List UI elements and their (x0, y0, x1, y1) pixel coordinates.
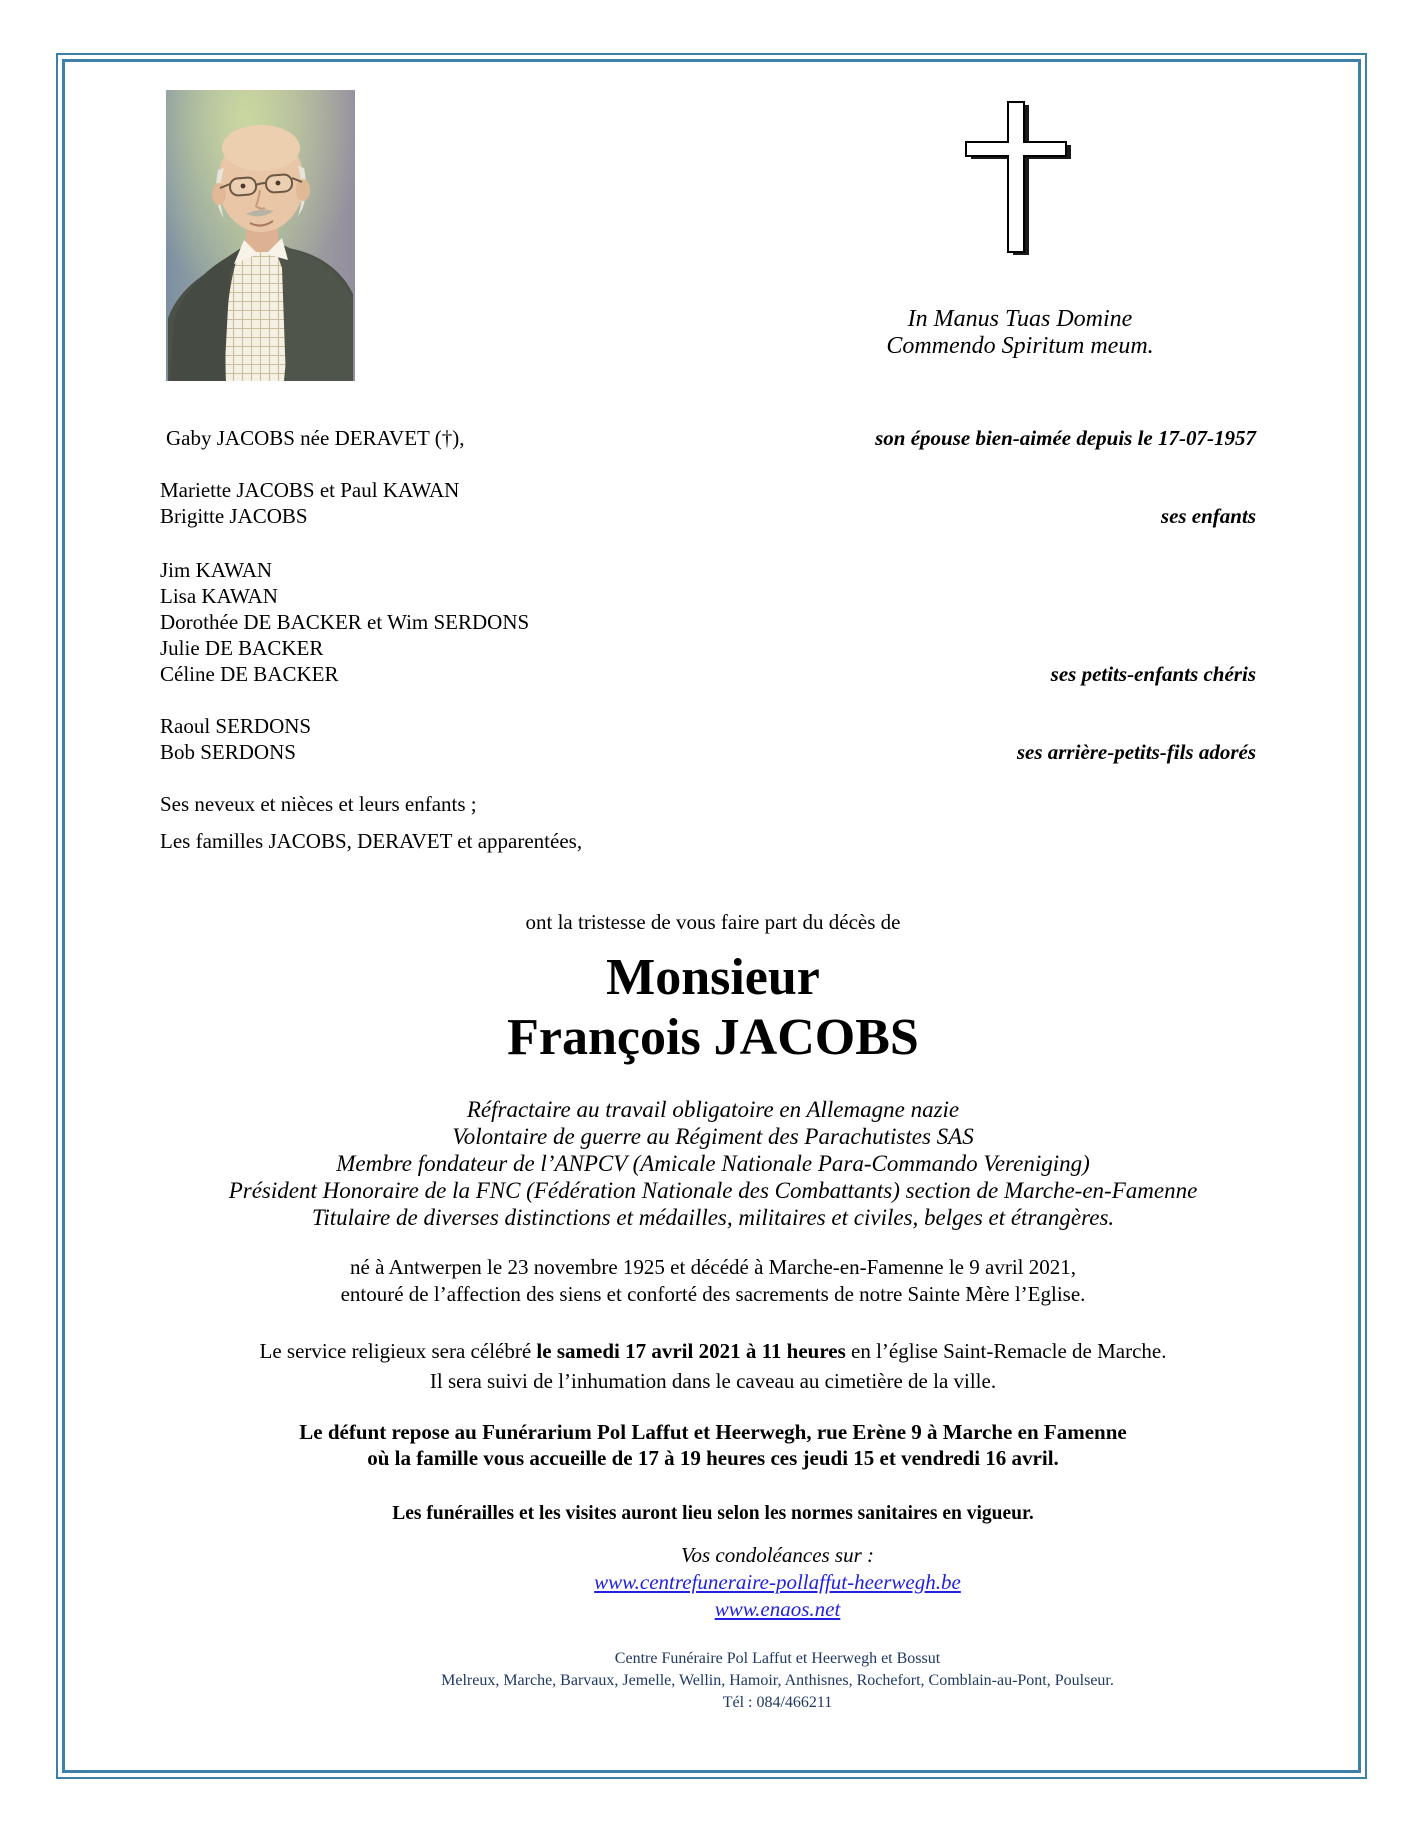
family-member: Bob SERDONS (160, 740, 296, 764)
repose-line1: Le défunt repose au Funérarium Pol Laffut et Heerwegh, rue Erène 9 à Marche en Famenne (299, 1420, 1127, 1444)
repose-line2: où la famille vous accueille de 17 à 19 heures ces jeudi 15 et vendredi 16 avril. (367, 1446, 1059, 1470)
repose-info (68, 1419, 1358, 1471)
family-role: ses arrière-petits-fils adorés (1016, 740, 1256, 764)
family-row (160, 477, 1256, 503)
family-row (160, 609, 1256, 635)
bio-line: Volontaire de guerre au Régiment des Parachutistes SAS (452, 1124, 974, 1149)
epigraph-line2: Commendo Spiritum meum. (886, 333, 1154, 359)
service-line1 (68, 1336, 1358, 1366)
family-member: Céline DE BACKER (160, 662, 339, 686)
portrait-photo (166, 90, 355, 381)
condolences-link-funeraire[interactable]: www.centrefuneraire-pollaffut-heerwegh.be (594, 1570, 961, 1594)
footer-phone: Tél : 084/466211 (722, 1694, 833, 1711)
family-member: Brigitte JACOBS (160, 504, 308, 528)
footer-company: Centre Funéraire Pol Laffut et Heerwegh et Bossut (614, 1650, 941, 1667)
cross-icon (962, 101, 1074, 268)
family-row (160, 583, 1256, 609)
service-pre: Le service religieux sera célébré (259, 1339, 537, 1363)
family-row (160, 425, 1256, 451)
family-row (160, 739, 1256, 765)
epigraph-line1: In Manus Tuas Domine (907, 306, 1133, 332)
family-member: Raoul SERDONS (160, 714, 312, 738)
title-monsieur: Monsieur (606, 949, 820, 1006)
title-name: François JACOBS (507, 1009, 919, 1066)
bio-line: Président Honoraire de la FNC (Fédération Nationale des Combattants) section de Marche-en-Famenne (228, 1178, 1198, 1203)
announcement-intro: ont la tristesse de vous faire part du décès de (525, 910, 901, 934)
life-line2: entouré de l’affection des siens et conforté des sacrements de notre Sainte Mère l’Eglise. (340, 1282, 1086, 1306)
family-row (160, 713, 1256, 739)
bio-line: Membre fondateur de l’ANPCV (Amicale Nationale Para-Commando Vereniging) (336, 1151, 1090, 1176)
condolences (198, 1542, 1357, 1623)
family-member: Lisa KAWAN (160, 584, 278, 608)
family-row (160, 661, 1256, 687)
portrait-illustration (166, 90, 355, 381)
family-list (160, 425, 1256, 854)
funeral-home-footer (198, 1648, 1357, 1714)
family-closing-nephews: Ses neveux et nièces et leurs enfants ; (160, 792, 477, 816)
service-post: en l’église Saint-Remacle de Marche. (845, 1339, 1167, 1363)
biography (68, 1096, 1358, 1231)
condolences-link-enaos[interactable]: www.enaos.net (714, 1597, 841, 1621)
bio-line: Titulaire de diverses distinctions et médailles, militaires et civiles, belges et étrangères. (311, 1205, 1115, 1230)
family-role: son épouse bien-aimée depuis le 17-07-1957 (875, 426, 1256, 450)
bio-line: Réfractaire au travail obligatoire en Allemagne nazie (466, 1097, 960, 1122)
footer-locations: Melreux, Marche, Barvaux, Jemelle, Wellin, Hamoir, Anthisnes, Rochefort, Comblain-au-Pont, Poulseur. (441, 1672, 1114, 1689)
service-info (68, 1336, 1358, 1396)
family-member: Jim KAWAN (160, 558, 273, 582)
family-row (160, 635, 1256, 661)
life-line1: né à Antwerpen le 23 novembre 1925 et décédé à Marche-en-Famenne le 9 avril 2021, (350, 1255, 1076, 1279)
service-datetime: le samedi 17 avril 2021 à 11 heures (536, 1339, 846, 1363)
epigraph (710, 306, 1330, 360)
service-line2: Il sera suivi de l’inhumation dans le caveau au cimetière de la ville. (429, 1369, 997, 1393)
family-row (160, 557, 1256, 583)
family-row (160, 503, 1256, 529)
family-closing-families: Les familles JACOBS, DERAVET et apparentées, (160, 829, 583, 853)
family-role: ses petits-enfants chéris (1050, 662, 1256, 686)
deceased-name-title (68, 948, 1358, 1068)
condolences-label: Vos condoléances sur : (680, 1543, 875, 1567)
family-role: ses enfants (1160, 504, 1256, 528)
family-member: Mariette JACOBS et Paul KAWAN (160, 478, 460, 502)
family-member: Julie DE BACKER (160, 636, 324, 660)
sanitary-notice: Les funérailles et les visites auront lieu selon les normes sanitaires en vigueur. (392, 1503, 1034, 1524)
life-dates (68, 1254, 1358, 1308)
family-member: Gaby JACOBS née DERAVET (†), (166, 426, 465, 450)
family-member: Dorothée DE BACKER et Wim SERDONS (160, 610, 530, 634)
